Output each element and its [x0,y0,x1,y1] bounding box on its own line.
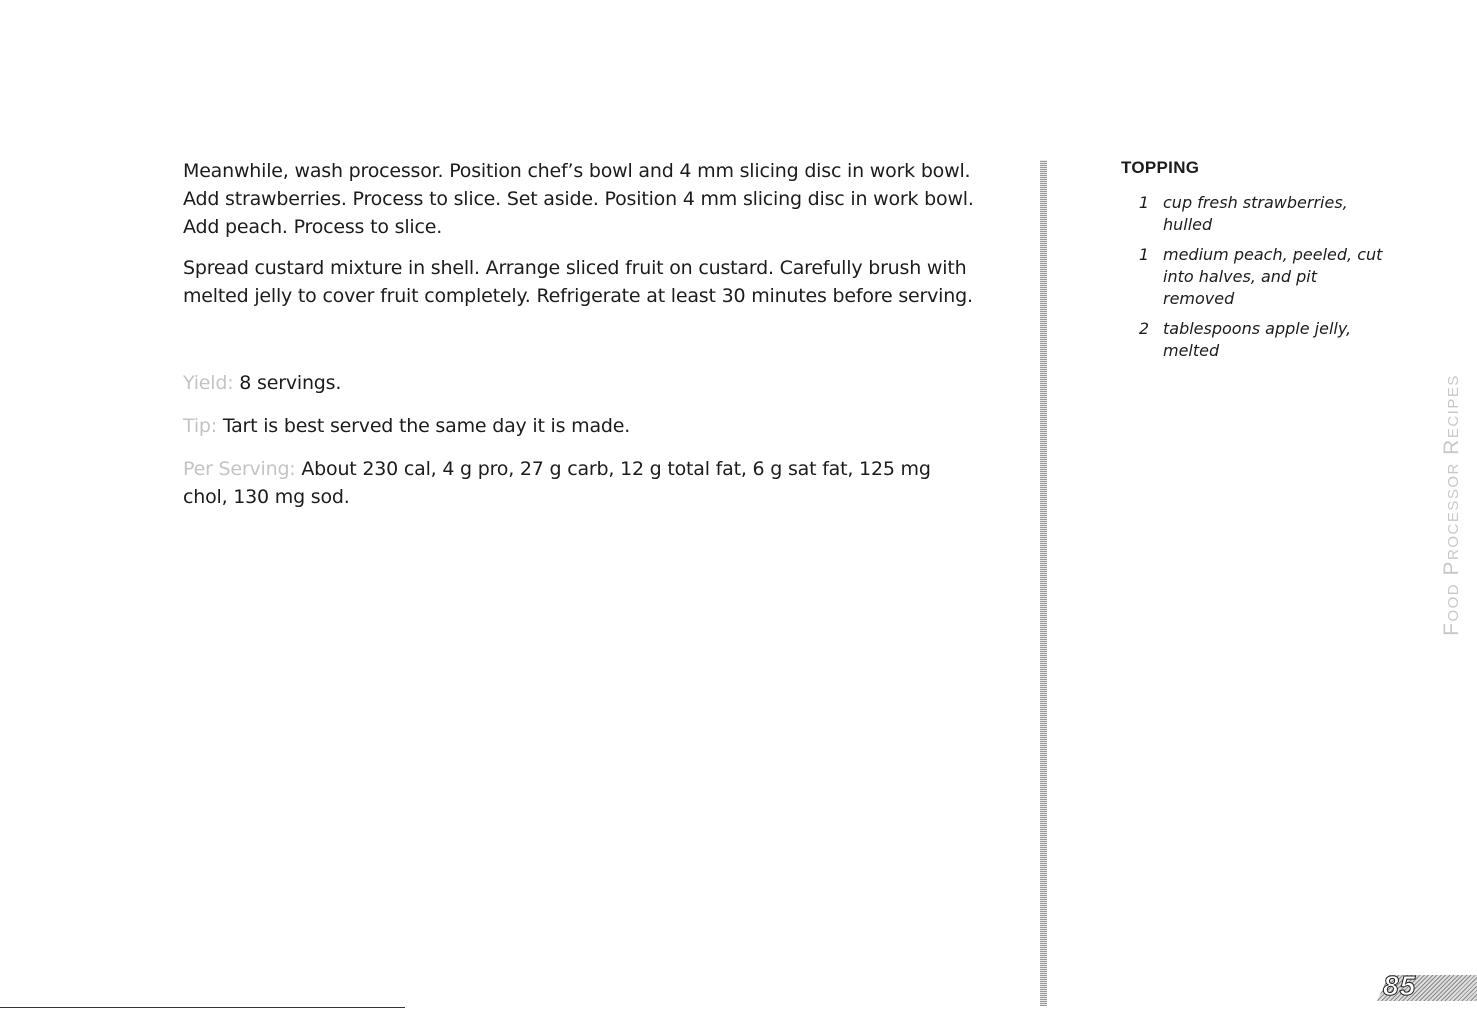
yield-value: 8 servings. [239,372,342,394]
ingredient-description: tablespoons apple jelly, melted [1163,319,1352,360]
ingredient-item [1121,318,1421,362]
instruction-paragraph: Meanwhile, wash processor. Position chef’s bowl and 4 mm slicing disc in work bowl. Add strawberries. Process to slice. Set aside. Position 4 mm slicing disc in work bowl. Add peach. Process to slice. [183,160,974,238]
per-serving-line [183,455,953,511]
topping-section [1121,158,1421,370]
ingredient-description: cup fresh strawberries, hulled [1163,193,1348,234]
yield-line [183,369,983,397]
page-number: 85 [1383,970,1417,1001]
per-serving-value: About 230 cal, 4 g pro, 27 g carb, 12 g total fat, 6 g sat fat, 125 mg chol, 130 mg sod. [183,458,931,508]
column-divider [1040,160,1047,1006]
yield-label: Yield: [183,372,234,394]
ingredient-item [1121,192,1421,236]
ingredient-quantity: 1 [1138,245,1150,264]
bottom-rule [0,1007,405,1008]
ingredient-description: medium peach, peeled, cut into halves, and pit removed [1163,245,1383,308]
tip-line [183,412,983,440]
recipe-instructions [183,157,983,323]
ingredient-quantity: 2 [1138,319,1150,338]
tip-value: Tart is best served the same day it is made. [222,415,631,437]
ingredient-item [1121,244,1421,310]
section-title-text: Food Processor Recipes [1440,374,1463,636]
ingredient-quantity: 1 [1138,193,1150,212]
per-serving-label: Per Serving: [183,458,296,480]
section-side-title [1427,374,1477,636]
instruction-paragraph: Spread custard mixture in shell. Arrange sliced fruit on custard. Carefully brush with melted jelly to cover fruit completely. Refrigerate at least 30 minutes before serving. [183,257,973,307]
tip-label: Tip: [183,415,217,437]
topping-title: TOPPING [1121,158,1200,177]
